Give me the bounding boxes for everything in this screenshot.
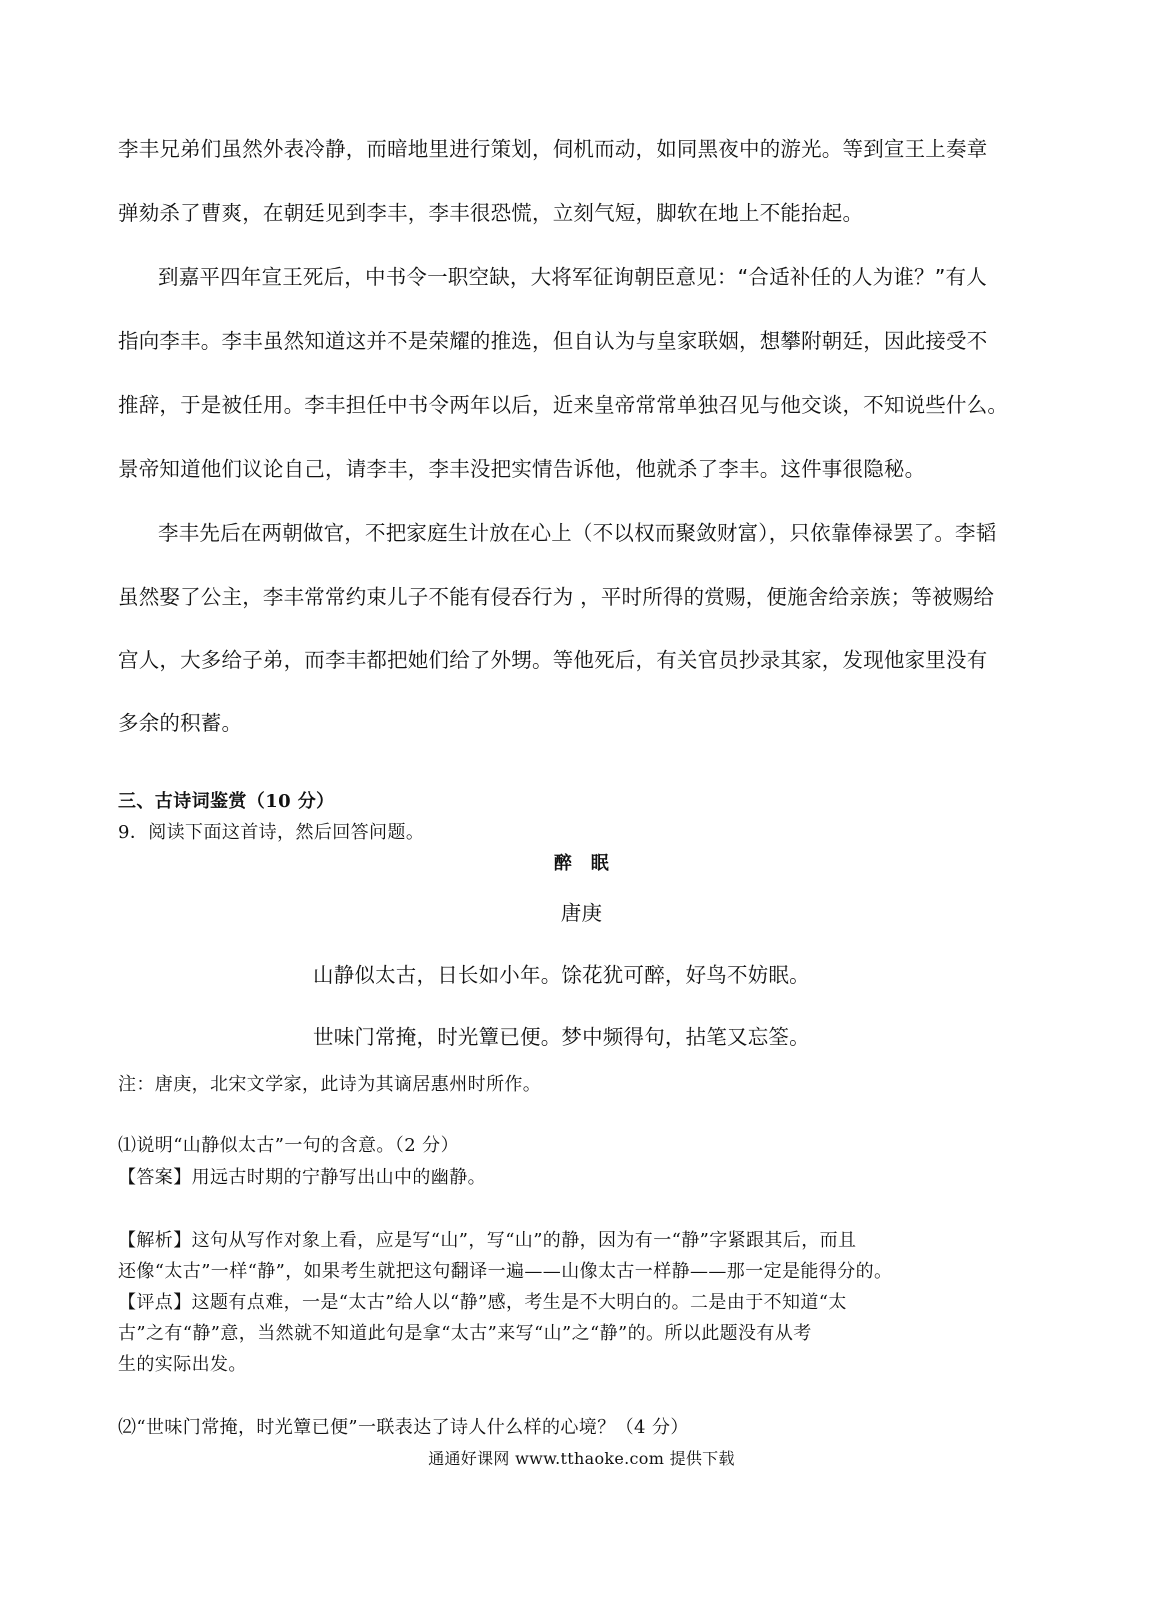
question-1-comment: 生的实际出发。 <box>118 1354 247 1375</box>
passage-line: 景帝知道他们议论自己，请李丰，李丰没把实情告诉他，他就杀了李丰。这件事很隐秘。 <box>118 457 926 481</box>
passage-line: 李丰先后在两朝做官，不把家庭生计放在心上（不以权而聚敛财富），只依靠俸禄罢了。李韬 <box>158 521 997 545</box>
question-1-prompt: ⑴说明“山静似太古”一句的含意。（2 分） <box>118 1135 459 1156</box>
question-1-answer: 【答案】用远古时期的宁静写出山中的幽静。 <box>118 1167 486 1188</box>
question-1-comment: 古”之有“静”意，当然就不知道此句是拿“太古”来写“山”之“静”的。所以此题没有从考 <box>118 1323 812 1344</box>
section-heading: 三、古诗词鉴赏（10 分） <box>118 791 335 812</box>
passage-line: 李丰兄弟们虽然外表冷静，而暗地里进行策划，伺机而动，如同黑夜中的游光。等到宣王上奏章 <box>118 137 988 161</box>
passage-line: 宫人，大多给子弟，而李丰都把她们给了外甥。等他死后，有关官员抄录其家，发现他家里没有 <box>118 648 988 672</box>
poem-note: 注：唐庚，北宋文学家，此诗为其谪居惠州时所作。 <box>118 1074 542 1095</box>
question-1-comment: 【评点】这题有点难，一是“太古”给人以“静”感，考生是不大明白的。二是由于不知道“太 <box>118 1292 847 1313</box>
passage-line: 多余的积蓄。 <box>118 711 243 735</box>
passage-line: 指向李丰。李丰虽然知道这并不是荣耀的推选，但自认为与皇家联姻，想攀附朝廷，因此接受不 <box>118 329 988 353</box>
question-1-analysis: 还像“太古”一样“静”，如果考生就把这句翻译一遍——山像太古一样静——那一定是能得分的。 <box>118 1261 893 1282</box>
poem-line: 山静似太古，日长如小年。馀花犹可醉，好鸟不妨眠。 <box>313 963 810 987</box>
question-1-analysis: 【解析】这句从写作对象上看，应是写“山”，写“山”的静，因为有一“静”字紧跟其后，而且 <box>118 1230 857 1251</box>
question-2-prompt: ⑵“世味门常掩，时光簟已便”一联表达了诗人什么样的心境？（4 分） <box>118 1417 689 1438</box>
poem-title: 醉 眠 <box>553 853 610 874</box>
question-intro: 9．阅读下面这首诗，然后回答问题。 <box>118 822 425 843</box>
poem-author: 唐庚 <box>560 901 603 925</box>
passage-line: 到嘉平四年宣王死后，中书令一职空缺，大将军征询朝臣意见：“合适补任的人为谁？”有人 <box>158 265 987 289</box>
passage-line: 弹劾杀了曹爽，在朝廷见到李丰，李丰很恐慌，立刻气短，脚软在地上不能抬起。 <box>118 201 864 225</box>
poem-line: 世味门常掩，时光簟已便。梦中频得句，拈笔又忘筌。 <box>313 1025 810 1049</box>
passage-line: 推辞，于是被任用。李丰担任中书令两年以后，近来皇帝常常单独召见与他交谈，不知说些什么。 <box>118 393 1009 417</box>
page-footer: 通通好课网 www.tthaoke.com 提供下载 <box>428 1449 735 1468</box>
passage-line: 虽然娶了公主，李丰常常约束儿子不能有侵吞行为 ，平时所得的赏赐，便施舍给亲族；等被赐给 <box>118 585 995 609</box>
